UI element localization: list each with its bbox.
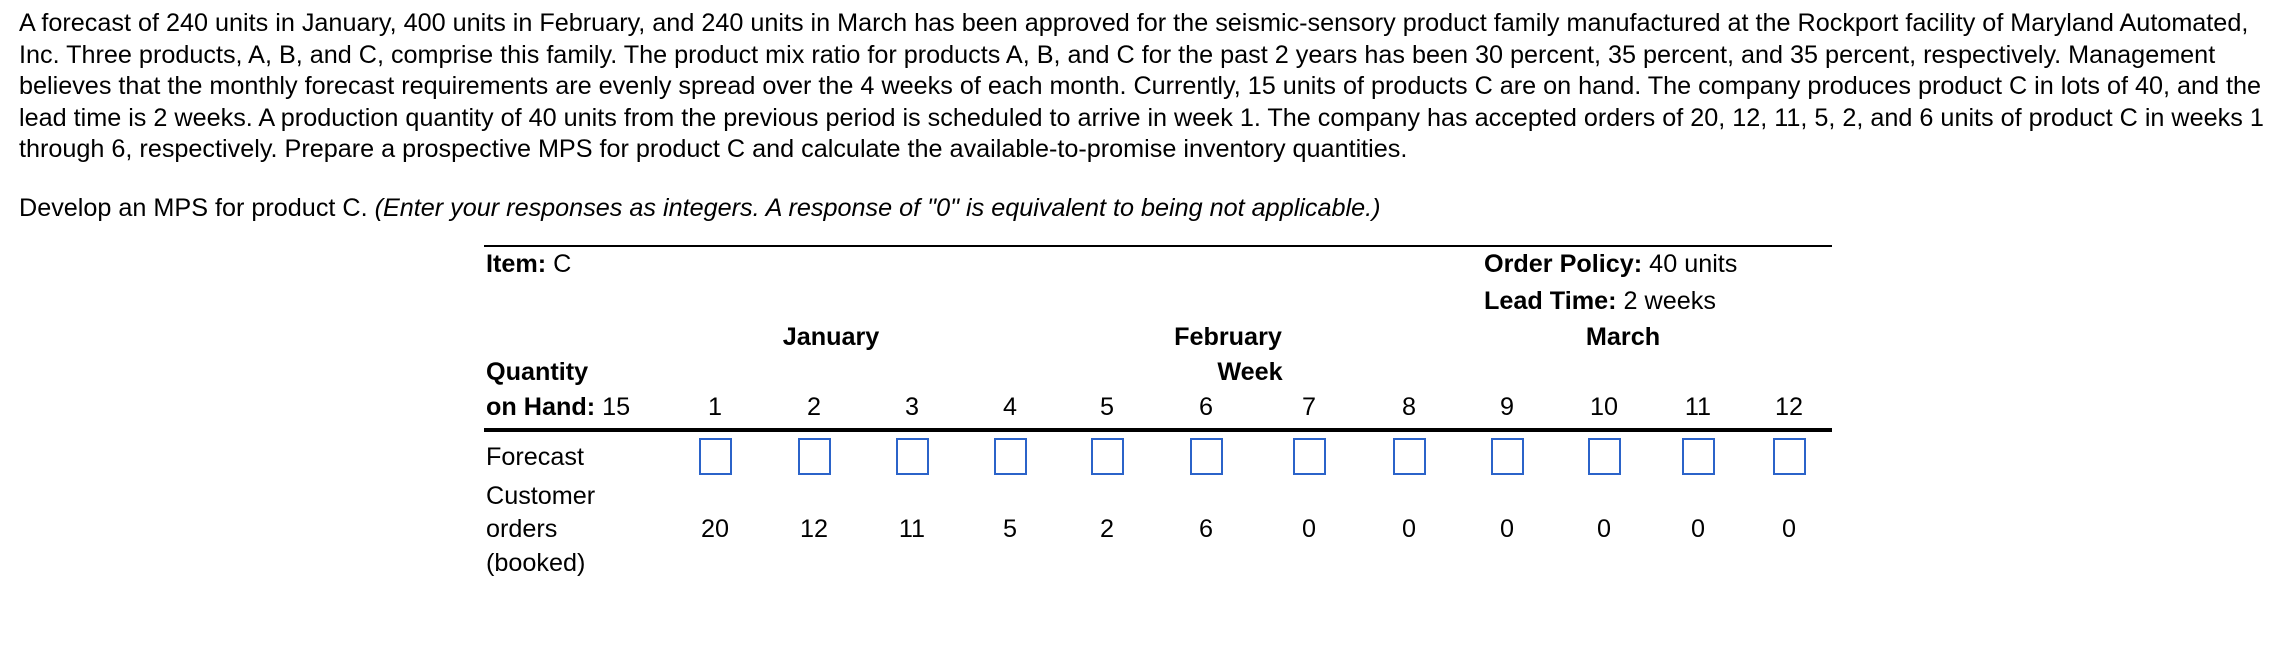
week-number: 6	[1198, 393, 1213, 421]
week-number: 3	[904, 393, 919, 421]
forecast-input-week-10[interactable]	[1588, 438, 1621, 475]
order-policy	[1484, 250, 1737, 279]
qoh-row	[486, 393, 630, 422]
item-value: C	[546, 250, 572, 278]
customer-order-value: 0	[1301, 515, 1316, 543]
forecast-input-week-1[interactable]	[699, 438, 732, 475]
lead-time-value: 2 weeks	[1616, 287, 1716, 315]
forecast-input-week-7[interactable]	[1293, 438, 1326, 475]
instruction	[19, 193, 1381, 225]
month-february: February	[1174, 323, 1282, 351]
order-policy-value: 40 units	[1642, 250, 1738, 278]
forecast-input-week-3[interactable]	[896, 438, 929, 475]
week-number: 12	[1774, 393, 1804, 421]
qoh-value: 15	[595, 393, 631, 421]
table-top-rule	[484, 245, 1832, 247]
week-number: 9	[1499, 393, 1514, 421]
forecast-input-week-5[interactable]	[1091, 438, 1124, 475]
table-header-rule	[484, 428, 1832, 432]
customer-order-value: 12	[799, 515, 829, 543]
order-policy-label: Order Policy:	[1484, 250, 1643, 278]
week-number: 10	[1589, 393, 1619, 421]
instruction-note: (Enter your responses as integers. A response of "0" is equivalent to being not applicable.)	[374, 194, 1381, 222]
forecast-input-week-9[interactable]	[1491, 438, 1524, 475]
forecast-input-week-6[interactable]	[1190, 438, 1223, 475]
week-number: 7	[1301, 393, 1316, 421]
forecast-input-week-8[interactable]	[1393, 438, 1426, 475]
item-row	[486, 250, 571, 279]
instruction-text: Develop an MPS for product C.	[19, 194, 375, 222]
week-number: 4	[1002, 393, 1017, 421]
month-january: January	[782, 323, 880, 351]
item-label: Item:	[486, 250, 547, 278]
week-number: 2	[806, 393, 821, 421]
customer-order-value: 0	[1401, 515, 1416, 543]
orders-label-line2: orders	[486, 515, 558, 543]
customer-order-value: 0	[1781, 515, 1796, 543]
week-number: 5	[1099, 393, 1114, 421]
orders-label-line3: (booked)	[486, 549, 586, 577]
lead-time-label: Lead Time:	[1484, 287, 1617, 315]
mps-table	[484, 245, 1832, 585]
customer-order-value: 20	[700, 515, 730, 543]
customer-order-value: 0	[1690, 515, 1705, 543]
qoh-label-line1: Quantity	[486, 358, 589, 386]
qoh-label-line2: on Hand:	[486, 393, 596, 421]
forecast-input-week-11[interactable]	[1682, 438, 1715, 475]
orders-label-line1: Customer	[486, 482, 596, 510]
week-number: 8	[1401, 393, 1416, 421]
forecast-input-week-4[interactable]	[994, 438, 1027, 475]
customer-order-value: 0	[1499, 515, 1514, 543]
problem-text: A forecast of 240 units in January, 400 units in February, and 240 units in March has been approved for the seismic-sensory product family manufactured at the Rockport facility of Maryland Automated, Inc. Three products, A, B, and C, comprise this family. The product mix ratio for products A, B, and C for the past 2 years has been 30 percent, 35 percent, and 35 percent, respectively. Management believes that the monthly forecast requirements are evenly spread over the 4 weeks of each month. Currently, 15 units of products C are on hand. The company produces product C in lots of 40, and the lead time is 2 weeks. A production quantity of 40 units from the previous period is scheduled to arrive in week 1. The company has accepted orders of 20, 12, 11, 5, 2, and 6 units of product C in weeks 1 through 6, respectively. Prepare a prospective MPS for product C and calculate the available-to-promise inventory quantities.	[19, 9, 2264, 163]
lead-time	[1484, 287, 1716, 316]
week-number: 11	[1684, 393, 1712, 421]
week-label: Week	[1217, 358, 1283, 386]
customer-order-value: 11	[898, 515, 926, 543]
customer-order-value: 2	[1099, 515, 1114, 543]
forecast-input-week-12[interactable]	[1773, 438, 1806, 475]
forecast-label: Forecast	[486, 443, 584, 471]
customer-order-value: 5	[1002, 515, 1017, 543]
week-number: 1	[707, 393, 722, 421]
customer-order-value: 6	[1198, 515, 1213, 543]
forecast-input-week-2[interactable]	[798, 438, 831, 475]
month-march: March	[1585, 323, 1661, 351]
customer-order-value: 0	[1596, 515, 1611, 543]
